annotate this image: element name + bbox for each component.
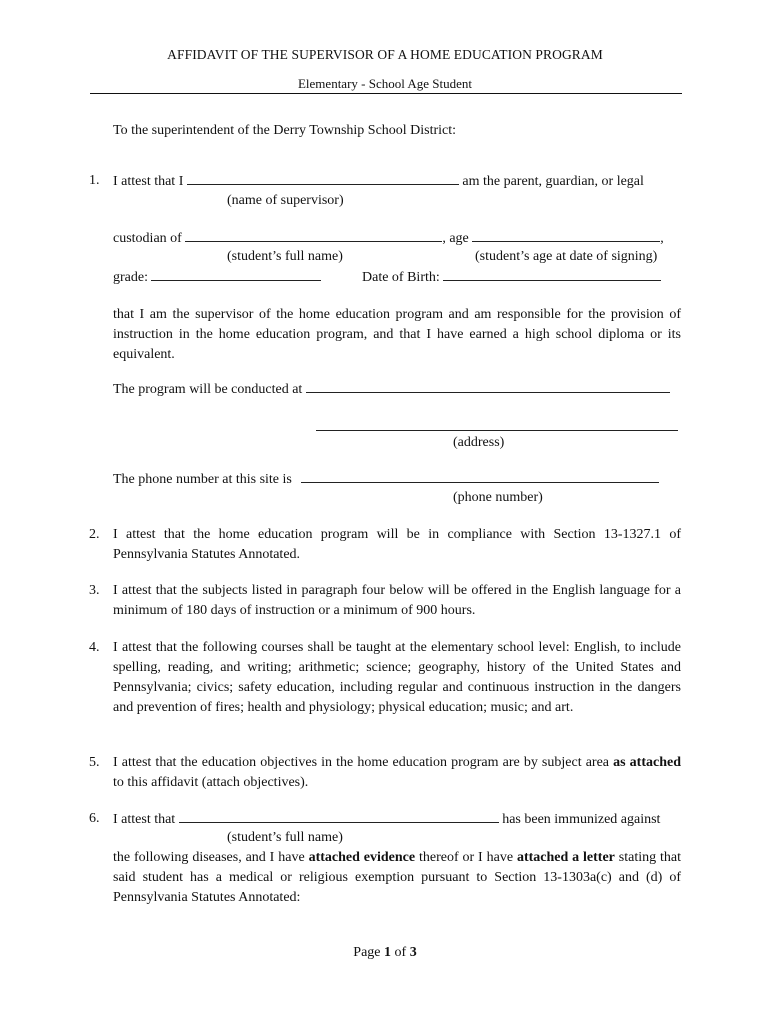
- student-age-caption: (student’s age at date of signing): [475, 249, 658, 264]
- dob-field[interactable]: [443, 268, 661, 281]
- item-6-bold-b: attached a letter: [516, 850, 615, 865]
- item-6-text-c: stating that said student has a medical or religious exemption pursuant to Section 13-1303a(c) and (d) of Pennsylvania Statutes Annotated:: [113, 850, 681, 905]
- item-3-number: 3.: [89, 583, 100, 598]
- attest-suffix: am the parent, guardian, or legal: [462, 174, 644, 189]
- age-comma: ,: [660, 231, 664, 246]
- conducted-line: [113, 380, 670, 399]
- item-4-text: I attest that the following courses shall be taught at the elementary school level: English, to include spelling, reading, and writing; arithmetic; science; geography, history of the United States and Pennsylvania; civics; safety education, including regular and continuous instruction in the dangers and prevention of fires; health and physiology; physical education; music; and art.: [113, 640, 681, 715]
- phone-label: The phone number at this site is: [113, 472, 292, 487]
- dob-label: Date of Birth:: [362, 270, 440, 285]
- item-6-bold-a: attached evidence: [308, 850, 416, 865]
- footer-page-number: 1: [384, 945, 392, 960]
- item-2-text: I attest that the home education program will be in compliance with Section 13-1327.1 of Pennsylvania Statutes Annotated.: [113, 527, 681, 562]
- attest-prefix: I attest that I: [113, 174, 184, 189]
- custodian-line: [113, 229, 664, 248]
- page-footer: [0, 944, 770, 962]
- supervisor-paragraph: that I am the supervisor of the home education program and am responsible for the provision of instruction in the home education program, and that I have earned a high school diploma or its equivalent.: [113, 307, 681, 362]
- item-3-text: I attest that the subjects listed in paragraph four below will be offered in the English language for a minimum of 180 days of instruction or a minimum of 900 hours.: [113, 583, 681, 618]
- attest-suffix: has been immunized against: [502, 812, 661, 827]
- item-5-number: 5.: [89, 755, 100, 770]
- student-name-caption: (student’s full name): [227, 249, 343, 264]
- item-1-number: 1.: [89, 173, 100, 188]
- item-6-number: 6.: [89, 811, 100, 826]
- supervisor-name-field[interactable]: [187, 172, 459, 185]
- address-field-2[interactable]: [316, 418, 678, 431]
- document-subtitle: Elementary - School Age Student: [297, 76, 473, 91]
- address-field-1[interactable]: [306, 380, 670, 393]
- phone-line: [113, 470, 659, 489]
- grade-line: [113, 268, 321, 287]
- salutation: To the superintendent of the Derry Township School District:: [113, 123, 457, 138]
- item-5-text-a: I attest that the education objectives in the home education program are by subject area: [113, 755, 609, 770]
- item-1-attest-line: [113, 172, 644, 191]
- custodian-label: custodian of: [113, 231, 182, 246]
- age-label: , age: [442, 231, 469, 246]
- document-title: AFFIDAVIT OF THE SUPERVISOR OF A HOME EDUCATION PROGRAM: [167, 47, 603, 62]
- student-age-field[interactable]: [472, 229, 660, 242]
- supervisor-caption: (name of supervisor): [227, 193, 344, 208]
- phone-caption: (phone number): [453, 490, 543, 505]
- item-5-text-b: to this affidavit (attach objectives).: [113, 775, 309, 790]
- grade-label: grade:: [113, 270, 148, 285]
- attest-prefix: I attest that: [113, 812, 176, 827]
- immunized-student-field[interactable]: [179, 810, 499, 823]
- conducted-label: The program will be conducted at: [113, 382, 303, 397]
- footer-page-word: Page: [353, 945, 381, 960]
- item-6-text: [113, 848, 681, 908]
- item-5-text: [113, 753, 681, 793]
- item-6-text-b: thereof or I have: [418, 850, 514, 865]
- header-rule: [90, 93, 682, 94]
- student-name-field[interactable]: [185, 229, 442, 242]
- grade-field[interactable]: [151, 268, 321, 281]
- item-6-text-a: the following diseases, and I have: [113, 850, 305, 865]
- item-4-number: 4.: [89, 640, 100, 655]
- dob-line: [362, 268, 661, 287]
- item-2-number: 2.: [89, 527, 100, 542]
- footer-page-total: 3: [409, 945, 417, 960]
- item-5-bold: as attached: [613, 755, 681, 770]
- item-6-attest-line: [113, 810, 660, 829]
- address-caption: (address): [453, 435, 505, 450]
- item-6-student-caption: (student’s full name): [227, 830, 343, 845]
- footer-of-word: of: [394, 945, 407, 960]
- phone-field[interactable]: [301, 470, 659, 483]
